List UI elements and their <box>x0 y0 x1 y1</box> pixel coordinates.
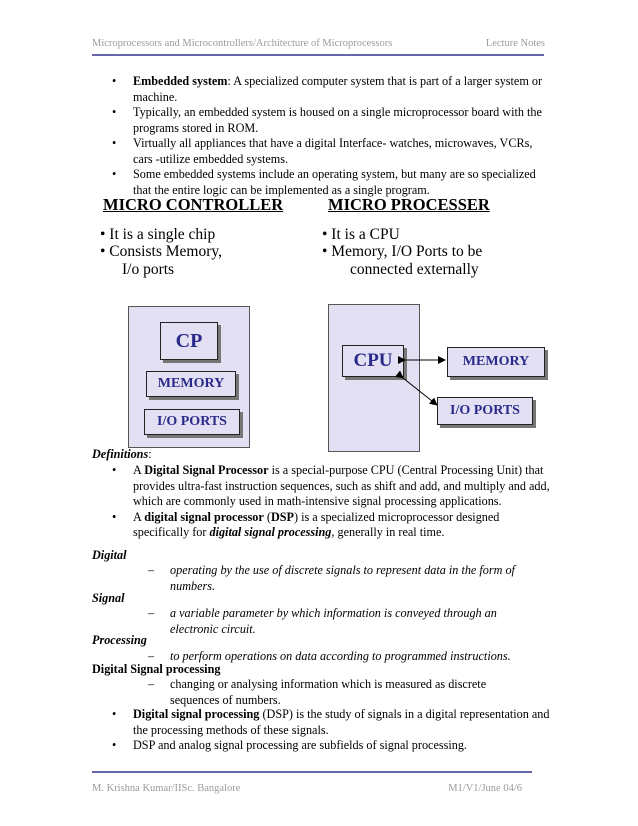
mp-heading: MICRO PROCESSER <box>328 195 490 214</box>
footer-rule <box>92 771 532 773</box>
dash: – <box>148 563 155 577</box>
term-signal: Signal <box>92 591 125 605</box>
definitions-list <box>112 463 552 541</box>
mc-heading: MICRO CONTROLLER <box>103 195 284 214</box>
mc-line2: • Consists Memory, <box>100 243 222 260</box>
dash: – <box>148 649 155 663</box>
term-dsp-def: changing or analysing information which is measured as discrete sequences of numbers. <box>170 677 487 707</box>
dash: – <box>148 677 155 691</box>
list-item: • Typically, an embedded system is housed on a single microprocessor board with the programs stored in ROM. <box>112 105 552 136</box>
list-item: • A Digital Signal Processor is a special-purpose CPU (Central Processing Unit) that provides ultra-fast instruction sequences, such as shift and add, and multiply and add, which are commonly used in math-intensive signal processing applications. <box>112 463 552 510</box>
mc-memory-label: MEMORY <box>146 371 236 397</box>
footer-right: M1/V1/June 04/6 <box>448 783 522 794</box>
term-digital-def: operating by the use of discrete signals to represent data in the form of numbers. <box>170 563 515 593</box>
header-right: Lecture Notes <box>485 38 545 49</box>
mp-io-label: I/O PORTS <box>437 397 533 425</box>
page-footer <box>92 783 522 794</box>
mc-line1: • It is a single chip <box>100 226 216 243</box>
mp-cpu-label: CPU <box>342 345 404 377</box>
footer-left: M. Krishna Kumar/IISc. Bangalore <box>92 783 241 794</box>
term-processing-def: to perform operations on data according to programmed instructions. <box>170 649 511 663</box>
cpu-io-arrow <box>403 378 437 405</box>
definitions-title: Definitions: <box>92 447 152 461</box>
list-item: • DSP and analog signal processing are subfields of signal processing. <box>112 738 552 754</box>
dash: – <box>148 606 155 620</box>
term-dsp: Digital Signal processing <box>92 662 221 676</box>
final-list <box>112 707 552 754</box>
mc-cp-label: CP <box>160 322 218 360</box>
list-item: • Some embedded systems include an operating system, but many are so specialized that the entire logic can be implemented as a single program. <box>112 167 552 198</box>
mp-line1: • It is a CPU <box>322 226 400 243</box>
term-digital: Digital <box>92 548 127 562</box>
mc-line3: I/o ports <box>122 261 175 278</box>
list-item: • Embedded system: A specialized computer system that is part of a larger system or machine. <box>112 74 552 105</box>
mp-memory-label: MEMORY <box>447 347 545 377</box>
mc-io-label: I/O PORTS <box>144 409 240 435</box>
mp-line2: • Memory, I/O Ports to be <box>322 243 483 260</box>
header-title: Microprocessors and Microcontrollers/Architecture of Microprocessors <box>92 38 393 49</box>
term-signal-def: a variable parameter by which information is conveyed through an electronic circuit. <box>170 606 497 636</box>
list-item: • Digital signal processing (DSP) is the study of signals in a digital representation and the processing methods of these signals. <box>112 707 552 738</box>
list-item: • Virtually all appliances that have a digital Interface- watches, microwaves, VCRs, cars -utilize embedded systems. <box>112 136 552 167</box>
term-processing: Processing <box>92 633 147 647</box>
list-item: • A digital signal processor (DSP) is a specialized microprocessor designed specifically for digital signal processing, generally in real time. <box>112 510 552 541</box>
mp-line3: connected externally <box>350 261 479 278</box>
